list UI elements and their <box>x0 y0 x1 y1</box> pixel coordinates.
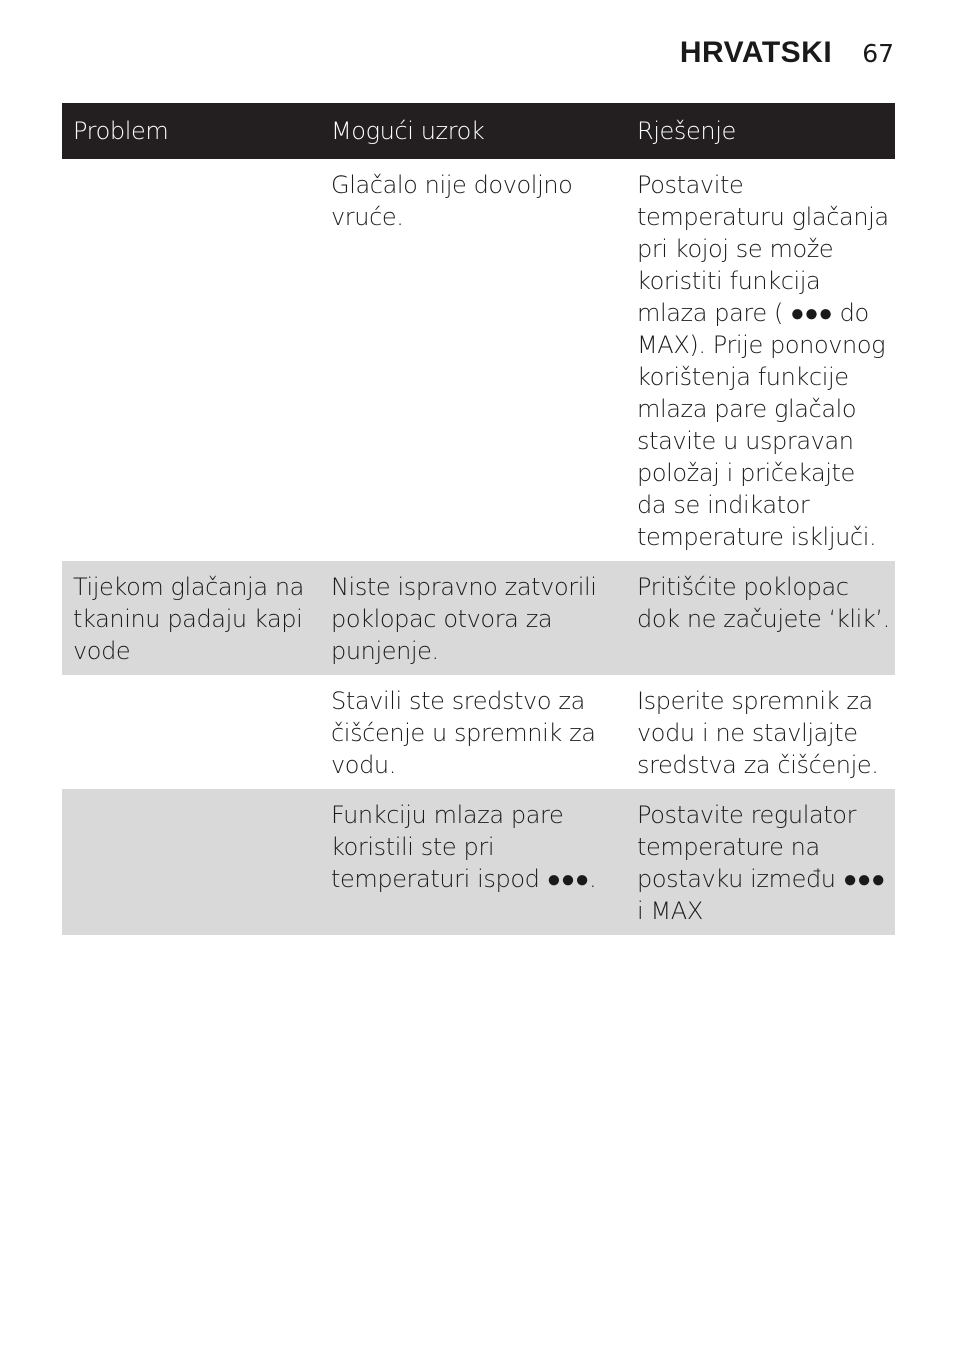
table-row <box>62 789 895 935</box>
cause-cell: Niste ispravno zatvorili poklopac otvora za punjenje. <box>331 573 597 665</box>
column-header-solution: Rješenje <box>637 117 736 145</box>
solution-cell: Postavite temperaturu glačanja pri kojoj se može koristiti funkcija mlaza pare ( ●●● do MAX). Prije ponovnog korištenja funkcije mlaza pare glačalo stavite u uspravan položaj i pričekajte da se indikator temperature isključi. <box>637 171 889 551</box>
problem-cell: Tijekom glačanja na tkaninu padaju kapi vode <box>73 573 304 665</box>
cause-cell: Glačalo nije dovoljno vruće. <box>331 171 573 231</box>
problem-cell <box>62 789 320 935</box>
table-row <box>62 561 895 675</box>
solution-cell: Isperite spremnik za vodu i ne stavljajte sredstva za čišćenje. <box>637 687 879 779</box>
troubleshooting-table <box>62 103 895 935</box>
page-header <box>680 36 894 70</box>
column-header-cause: Mogući uzrok <box>331 117 485 145</box>
cause-cell: Funkciju mlaza pare koristili ste pri temperaturi ispod ●●●. <box>331 801 597 893</box>
table-header-row <box>62 103 895 159</box>
column-header-problem: Problem <box>73 117 169 145</box>
solution-cell: Postavite regulator temperature na postavku između ●●● i MAX <box>637 801 886 925</box>
problem-cell <box>62 675 320 789</box>
cause-cell: Stavili ste sredstvo za čišćenje u spremnik za vodu. <box>331 687 596 779</box>
table-row <box>62 675 895 789</box>
problem-cell <box>62 159 320 561</box>
section-language-title: HRVATSKI <box>679 36 833 69</box>
table-row <box>62 159 895 561</box>
solution-cell: Pritišćite poklopac dok ne začujete ‘klik’. <box>637 573 890 633</box>
page-number: 67 <box>862 39 894 68</box>
